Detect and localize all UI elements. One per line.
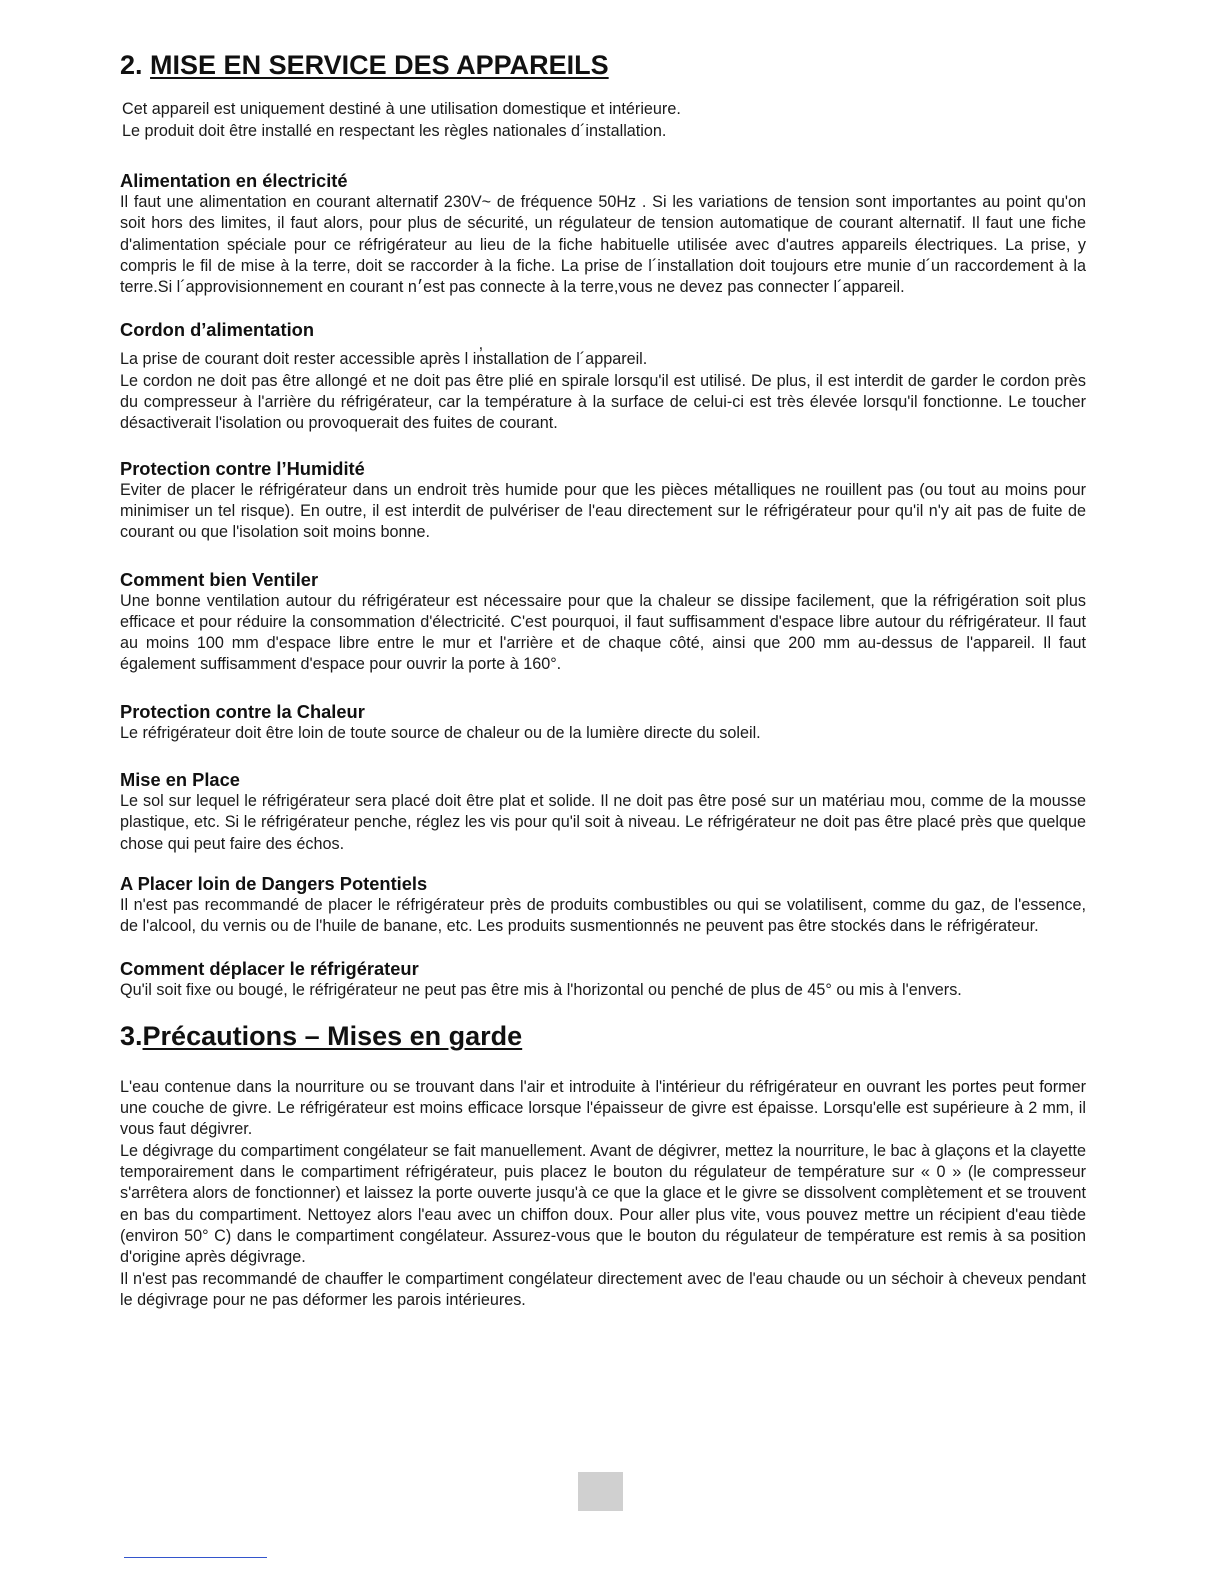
subsection-text: Il faut une alimentation en courant alternatif 230V~ de fréquence 50Hz . Si les variations de tension sont importantes au point qu'on soit hors des limites, il faut alors, pour plus de sécurité, un régulateur de tension automatique de courant alternatif. Il faut une fiche d'alimentation spéciale pour ce réfrigérateur au lieu de la fiche habituelle utilisée avec d'autres appareils électriques. La prise, y compris le fil de mise à la terre, doit se raccorder à la fiche. La prise de l´installation doit toujours etre munie d´un raccordement à la terre.Si l´approvisionnement en courant n׳est pas connecte à la terre,vous ne devez pas connecter l´appareil. — [120, 193, 1086, 297]
section-3-paragraph: Il n'est pas recommandé de chauffer le compartiment congélateur directement avec de l'eau chaude ou un séchoir à cheveux pendant le dégivrage pour ne pas déformer les parois intérieures. — [120, 1269, 1086, 1309]
subsection-heading: Alimentation en électricité — [120, 170, 348, 191]
subsection-text: Le réfrigérateur doit être loin de toute source de chaleur ou de la lumière directe du soleil. — [120, 723, 761, 742]
subsection-heat — [120, 701, 1086, 744]
subsection-heading: Comment déplacer le réfrigérateur — [120, 957, 419, 979]
subsection-dangers — [120, 873, 1086, 938]
section-2-intro — [122, 98, 1086, 142]
subsection-text: Qu'il soit fixe ou bougé, le réfrigérateur ne peut pas être mis à l'horizontal ou penché de plus de 45° ou mis à l'envers. — [120, 980, 962, 999]
subsection-text: La prise de courant doit rester accessible après l in̓stallation de l´appareil. — [120, 350, 648, 369]
subsection-power — [120, 170, 1086, 298]
subsection-humidity — [120, 458, 1086, 544]
subsection-text: Le cordon ne doit pas être allongé et ne doit pas être plié en spirale lorsqu'il est utilisé. De plus, il est interdit de garder le cordon près du compresseur à l'arrière du réfrigérateur, car la température à la surface de celui-ci est très élevée lorsqu'il fonctionne. Le toucher désactiverait l'isolation ou provoquerait des fuites de courant. — [120, 371, 1086, 433]
document-page — [120, 46, 1086, 1311]
section-3-title — [120, 1017, 1086, 1055]
page-number-box — [578, 1472, 623, 1511]
subsection-text: Eviter de placer le réfrigérateur dans un endroit très humide pour que les pièces métalliques ne rouillent pas (ou tout au moins pour minimiser un tel risque). En outre, il est interdit de pulvériser de l'eau directement sur le réfrigérateur pour qu'il n'y ait pas de fuite de courant ou que l'isolation soit moins bonne. — [120, 480, 1086, 542]
subsection-heading: Cordon d’alimentation — [120, 319, 314, 341]
subsection-ventilate — [120, 569, 1086, 676]
subsection-heading: Protection contre l’Humidité — [120, 457, 365, 479]
section-3-title-text: Précautions – Mises en garde — [142, 1020, 523, 1051]
subsection-heading: Protection contre la Chaleur — [120, 700, 365, 722]
subsection-heading: Comment bien Ventiler — [120, 568, 319, 590]
subsection-moving — [120, 958, 1086, 1001]
section-3-number: 3. — [120, 1020, 143, 1051]
subsection-heading: Mise en Place — [120, 769, 240, 791]
subsection-heading: A Placer loin de Dangers Potentiels — [120, 872, 428, 894]
subsection-placement — [120, 769, 1086, 855]
intro-line-2: Le produit doit être installé en respectant les règles nationales d´installation. — [122, 122, 667, 140]
subsection-cord — [120, 319, 1086, 434]
section-3-paragraph: Le dégivrage du compartiment congélateur se fait manuellement. Avant de dégivrer, mettez la nourriture, le bac à glaçons et la clayette temporairement dans le compartiment réfrigérateur, puis placez le bouton du régulateur de température sur « 0 » (le compresseur s'arrêtera alors de fonctionner) et laissez la porte ouverte jusqu'à ce que la glace et le givre se dissolvent complètement et se trouvent en bas du compartiment. Nettoyez alors l'eau avec un chiffon doux. Pour aller plus vite, vous pouvez mettre un récipient d'eau tiède (environ 50° C) dans le compartiment congélateur. Assurez-vous que le bouton du régulateur de température est remis à sa position d'origine après dégivrage. — [120, 1141, 1086, 1267]
section-2-title-text: MISE EN SERVICE DES APPAREILS — [150, 50, 609, 80]
section-2-title — [120, 46, 1086, 84]
intro-line-1: Cet appareil est uniquement destiné à une utilisation domestique et intérieure. — [122, 100, 681, 118]
footer-rule — [124, 1557, 267, 1558]
subsection-text: Une bonne ventilation autour du réfrigérateur est nécessaire pour que la chaleur se dissipe facilement, que la réfrigération soit plus efficace et pour réduire la consommation d'électricité. C'est pourquoi, il faut suffisamment d'espace libre autour du réfrigérateur. Il faut au moins 100 mm d'espace libre entre le mur et l'arrière et de chaque côté, ainsi que 200 mm au-dessus de l'appareil. Il faut également suffisamment d'espace pour ouvrir la porte à 160°. — [120, 591, 1086, 674]
section-3-paragraph: L'eau contenue dans la nourriture ou se trouvant dans l'air et introduite à l'intérieur du réfrigérateur en ouvrant les portes peut former une couche de givre. Le réfrigérateur est moins efficace lorsque l'épaisseur de givre est épaisse. Lorsqu'elle est supérieure à 2 mm, il vous faut dégivrer. — [120, 1077, 1086, 1139]
subsection-text: Le sol sur lequel le réfrigérateur sera placé doit être plat et solide. Il ne doit pas être posé sur un matériau mou, comme de la mousse plastique, etc. Si le réfrigérateur penche, réglez les vis pour qu'il soit à niveau. Le réfrigérateur ne doit pas être placé près que quelque chose qui peut faire des échos. — [120, 792, 1086, 853]
subsection-text: Il n'est pas recommandé de placer le réfrigérateur près de produits combustibles ou qui se volatilisent, comme du gaz, de l'essence, de l'alcool, du vernis ou de l'huile de banane, etc. Les produits susmentionnés ne peuvent pas être stockés dans le réfrigérateur. — [120, 895, 1086, 936]
section-2-number: 2. — [120, 50, 143, 80]
